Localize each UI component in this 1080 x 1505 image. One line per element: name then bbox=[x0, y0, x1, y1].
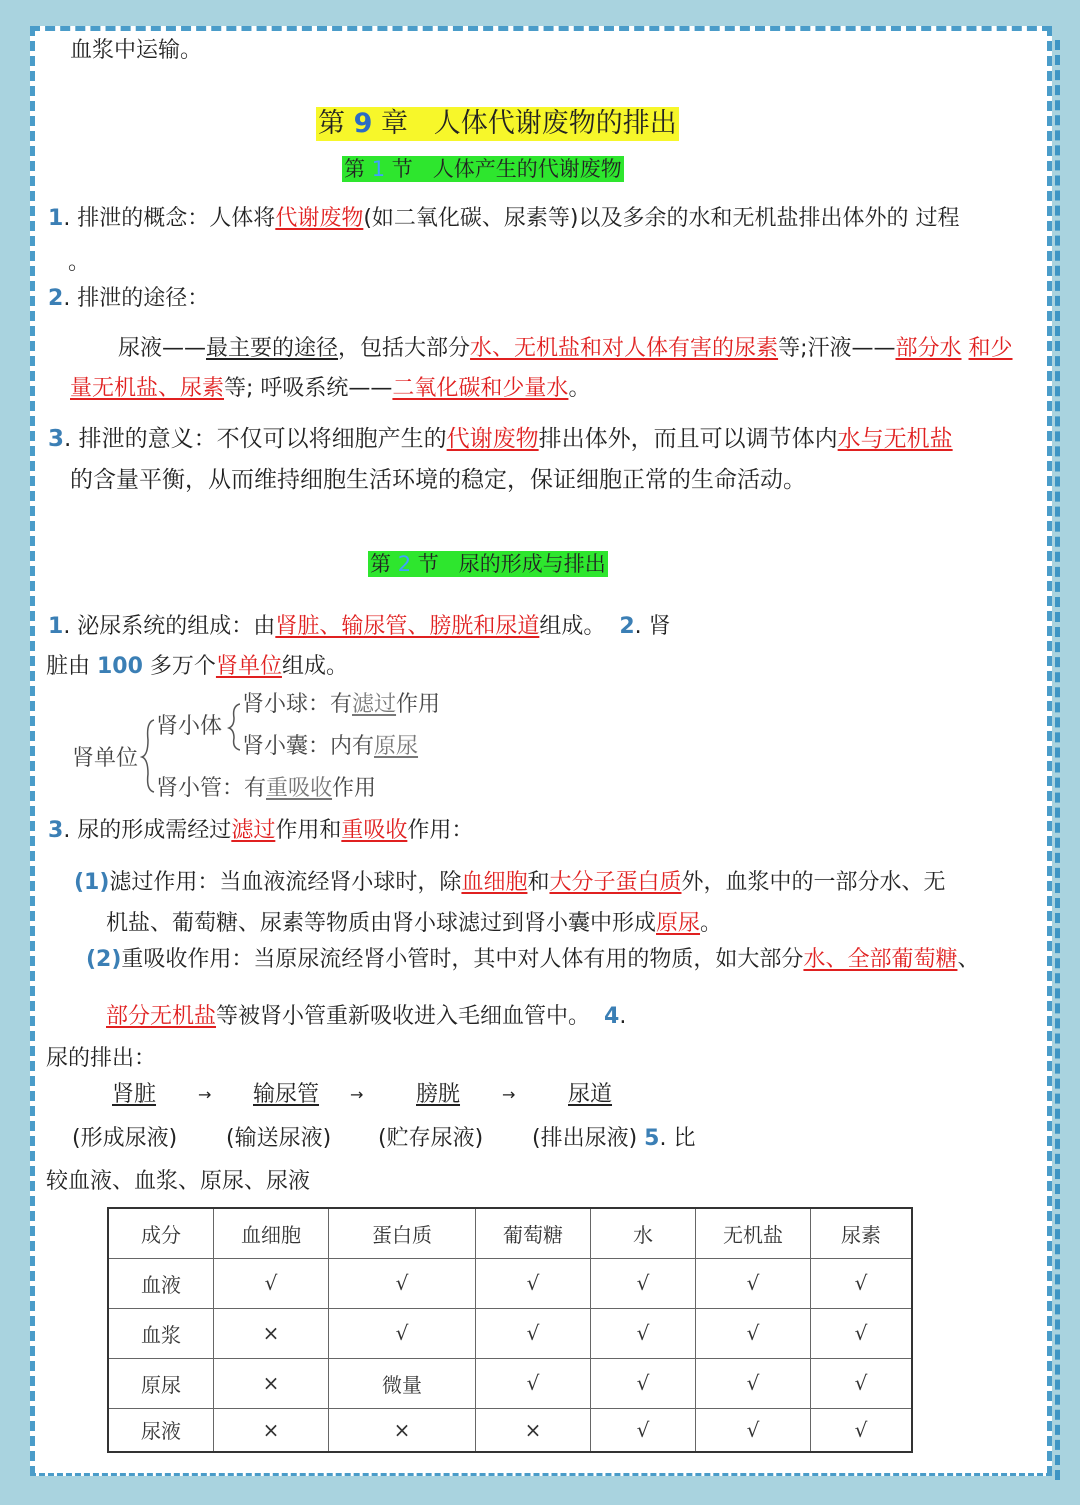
table-cell: × bbox=[214, 1408, 329, 1452]
glomerulus-line bbox=[242, 690, 440, 720]
step-ureter: 输尿管 bbox=[253, 1082, 320, 1107]
chapter-suffix: 章 bbox=[380, 108, 408, 139]
role-store: (贮存尿液) bbox=[378, 1126, 484, 1151]
step-bladder: 膀胱 bbox=[416, 1082, 461, 1107]
para-num: 1 bbox=[48, 614, 64, 639]
table-cell: √ bbox=[591, 1258, 696, 1308]
table-cell: √ bbox=[811, 1258, 913, 1308]
key-term: 部分水 bbox=[895, 336, 962, 361]
sec1-prefix: 第 bbox=[344, 157, 365, 181]
role-discharge-with-num bbox=[532, 1124, 695, 1154]
comparison-table bbox=[107, 1207, 913, 1453]
s1-para3-line2: 的含量平衡，从而维持细胞生活环境的稳定，保证细胞正常的生命活动。 bbox=[70, 467, 806, 493]
text: 多万个 bbox=[142, 654, 216, 679]
sec1-suffix: 节 bbox=[391, 157, 413, 181]
table-cell: × bbox=[214, 1308, 329, 1358]
text: 。 bbox=[568, 376, 591, 401]
number: 100 bbox=[97, 654, 143, 679]
filtration-line1 bbox=[74, 868, 946, 898]
s2-para1 bbox=[48, 612, 671, 642]
arrow-icon: → bbox=[198, 1085, 212, 1104]
text: 机盐、葡萄糖、尿素等物质由肾小球滤过到肾小囊中形成 bbox=[106, 911, 657, 936]
table-cell: √ bbox=[329, 1258, 476, 1308]
para-num: 3 bbox=[48, 818, 64, 843]
reabsorption-line2 bbox=[106, 1002, 626, 1032]
underlined-term: 最主要的途径 bbox=[206, 336, 339, 361]
text: (如二氧化碳、尿素等)以及多余的水和无机盐排出体外的 过程 bbox=[363, 206, 960, 231]
key-term: 重吸收 bbox=[341, 818, 408, 843]
section2-heading bbox=[368, 551, 608, 577]
table-cell: √ bbox=[476, 1258, 591, 1308]
sec2-title: 尿的形成与排出 bbox=[458, 552, 606, 576]
sub-num: (2) bbox=[86, 947, 122, 972]
text: 排出体外，而且可以调节体内 bbox=[538, 426, 838, 452]
key-term: 部分无机盐 bbox=[106, 1004, 217, 1029]
key-term: 量无机盐、尿素 bbox=[70, 376, 225, 401]
text: 肾小囊：内有 bbox=[242, 734, 375, 759]
text: 作用 bbox=[396, 692, 441, 717]
capsule-line bbox=[242, 732, 418, 762]
table-cell: √ bbox=[591, 1408, 696, 1452]
chapter-prefix: 第 bbox=[318, 108, 345, 139]
tubule-line bbox=[156, 774, 376, 804]
text: 。 bbox=[700, 911, 723, 936]
sec1-num: 1 bbox=[371, 157, 386, 181]
table-cell: √ bbox=[329, 1308, 476, 1358]
text: . 尿的形成需经过 bbox=[63, 818, 232, 843]
role-transport: (输送尿液) bbox=[226, 1126, 332, 1151]
para-num: 2 bbox=[48, 286, 64, 311]
key-term: 肾单位 bbox=[215, 654, 282, 679]
table-cell: √ bbox=[696, 1258, 811, 1308]
compare-line: 较血液、血浆、原尿、尿液 bbox=[46, 1169, 311, 1194]
chapter-heading bbox=[316, 107, 679, 141]
text: . 比 bbox=[659, 1126, 696, 1151]
key-term: 原尿 bbox=[656, 911, 701, 936]
text: 等;汗液—— bbox=[778, 336, 896, 361]
s1-para2-line1 bbox=[118, 334, 1013, 364]
header-cell: 尿素 bbox=[811, 1208, 913, 1258]
para-num: 1 bbox=[48, 206, 64, 231]
table-cell: 微量 bbox=[329, 1358, 476, 1408]
row-label: 尿液 bbox=[108, 1408, 214, 1452]
header-cell: 水 bbox=[591, 1208, 696, 1258]
para-num: 3 bbox=[48, 426, 65, 452]
sec2-num: 2 bbox=[397, 552, 412, 576]
s2-para2 bbox=[46, 652, 348, 682]
table-cell: √ bbox=[476, 1308, 591, 1358]
text: 组成。 bbox=[539, 614, 606, 639]
key-term: 和少 bbox=[968, 336, 1013, 361]
table-row bbox=[108, 1358, 912, 1408]
text: 肾小管：有 bbox=[156, 776, 267, 801]
table-cell: √ bbox=[811, 1408, 913, 1452]
key-term: 大分子蛋白质 bbox=[549, 870, 682, 895]
section1-heading bbox=[342, 156, 624, 182]
text: 作用： bbox=[407, 818, 474, 843]
table-row bbox=[108, 1408, 912, 1452]
para-num: 5 bbox=[644, 1126, 660, 1151]
text: 尿液—— bbox=[118, 336, 207, 361]
table-row bbox=[108, 1308, 912, 1358]
step-kidney: 肾脏 bbox=[112, 1082, 157, 1107]
row-label: 血液 bbox=[108, 1258, 214, 1308]
underlined-term: 原尿 bbox=[374, 734, 419, 759]
s1-para1-end: 。 bbox=[68, 250, 91, 275]
header-cell: 成分 bbox=[108, 1208, 214, 1258]
text: . 肾 bbox=[634, 614, 671, 639]
underlined-term: 重吸收 bbox=[266, 776, 333, 801]
key-term: 水、全部葡萄糖 bbox=[803, 947, 958, 972]
text: 、 bbox=[957, 947, 980, 972]
row-label: 血浆 bbox=[108, 1308, 214, 1358]
text: 作用 bbox=[332, 776, 377, 801]
table-cell: √ bbox=[214, 1258, 329, 1308]
table-header-row bbox=[108, 1208, 912, 1258]
table-cell: × bbox=[329, 1408, 476, 1452]
para-num: 4 bbox=[604, 1004, 620, 1029]
text: 等; 呼吸系统—— bbox=[224, 376, 393, 401]
text: . 泌尿系统的组成：由 bbox=[63, 614, 276, 639]
filtration-line2 bbox=[106, 909, 722, 939]
text: 组成。 bbox=[281, 654, 348, 679]
table-cell: √ bbox=[591, 1308, 696, 1358]
key-term: 水、无机盐和对人体有害的尿素 bbox=[470, 336, 779, 361]
sub-num: (1) bbox=[74, 870, 110, 895]
table-cell: √ bbox=[476, 1358, 591, 1408]
key-term: 代谢废物 bbox=[275, 206, 364, 231]
text: . 排泄的意义：不仅可以将细胞产生的 bbox=[64, 426, 447, 452]
reabsorption-line1 bbox=[86, 945, 979, 975]
chapter-title: 人体代谢废物的排出 bbox=[433, 108, 677, 139]
step-urethra: 尿道 bbox=[568, 1082, 613, 1107]
text: 滤过作用：当血液流经肾小球时，除 bbox=[109, 870, 462, 895]
dashed-edge bbox=[1055, 40, 1066, 1480]
table-cell: √ bbox=[591, 1358, 696, 1408]
header-cell: 无机盐 bbox=[696, 1208, 811, 1258]
text: . bbox=[619, 1004, 627, 1029]
role-form: (形成尿液) bbox=[72, 1126, 178, 1151]
s2-para3 bbox=[48, 816, 473, 846]
excretion-title: 尿的排出： bbox=[46, 1046, 157, 1071]
nephron-body: 肾小体 bbox=[156, 714, 223, 739]
para-num: 2 bbox=[619, 614, 635, 639]
key-term: 水与无机盐 bbox=[837, 426, 953, 452]
header-cell: 血细胞 bbox=[214, 1208, 329, 1258]
sec1-title: 人体产生的代谢废物 bbox=[432, 157, 622, 181]
text: 重吸收作用：当原尿流经肾小管时，其中对人体有用的物质，如大部分 bbox=[121, 947, 804, 972]
text: 脏由 bbox=[46, 654, 97, 679]
key-term: 二氧化碳和少量水 bbox=[392, 376, 569, 401]
table-cell: √ bbox=[811, 1308, 913, 1358]
table-cell: √ bbox=[696, 1408, 811, 1452]
table-cell: × bbox=[214, 1358, 329, 1408]
text: 肾小球：有 bbox=[242, 692, 353, 717]
header-cell: 葡萄糖 bbox=[476, 1208, 591, 1258]
key-term: 肾脏、输尿管、膀胱和尿道 bbox=[275, 614, 540, 639]
text: (排出尿液) bbox=[532, 1126, 638, 1151]
row-label: 原尿 bbox=[108, 1358, 214, 1408]
key-term: 血细胞 bbox=[461, 870, 528, 895]
s1-para2 bbox=[48, 284, 209, 314]
text: . 排泄的概念：人体将 bbox=[63, 206, 276, 231]
table-cell: √ bbox=[696, 1308, 811, 1358]
sec2-suffix: 节 bbox=[417, 552, 439, 576]
arrow-icon: → bbox=[502, 1085, 516, 1104]
table-row bbox=[108, 1258, 912, 1308]
chapter-num: 9 bbox=[353, 108, 373, 139]
text: . 排泄的途径： bbox=[63, 286, 210, 311]
nephron-root: 肾单位 bbox=[72, 746, 139, 771]
table-cell: × bbox=[476, 1408, 591, 1452]
header-cell: 蛋白质 bbox=[329, 1208, 476, 1258]
s1-para2-line2 bbox=[70, 374, 590, 404]
top-line: 血浆中运输。 bbox=[70, 38, 203, 63]
underlined-term: 滤过 bbox=[352, 692, 397, 717]
key-term: 代谢废物 bbox=[446, 426, 539, 452]
s1-para3-line1 bbox=[48, 424, 953, 454]
text: 外，血浆中的一部分水、无 bbox=[681, 870, 946, 895]
text: 作用和 bbox=[275, 818, 342, 843]
table-cell: √ bbox=[696, 1358, 811, 1408]
text: 等被肾小管重新吸收进入毛细血管中。 bbox=[216, 1004, 591, 1029]
arrow-icon: → bbox=[350, 1085, 364, 1104]
sec2-prefix: 第 bbox=[370, 552, 391, 576]
key-term: 滤过 bbox=[231, 818, 276, 843]
text: ，包括大部分 bbox=[338, 336, 471, 361]
table-cell: √ bbox=[811, 1358, 913, 1408]
text bbox=[962, 336, 969, 361]
text: 和 bbox=[527, 870, 550, 895]
s1-para1 bbox=[48, 204, 960, 234]
